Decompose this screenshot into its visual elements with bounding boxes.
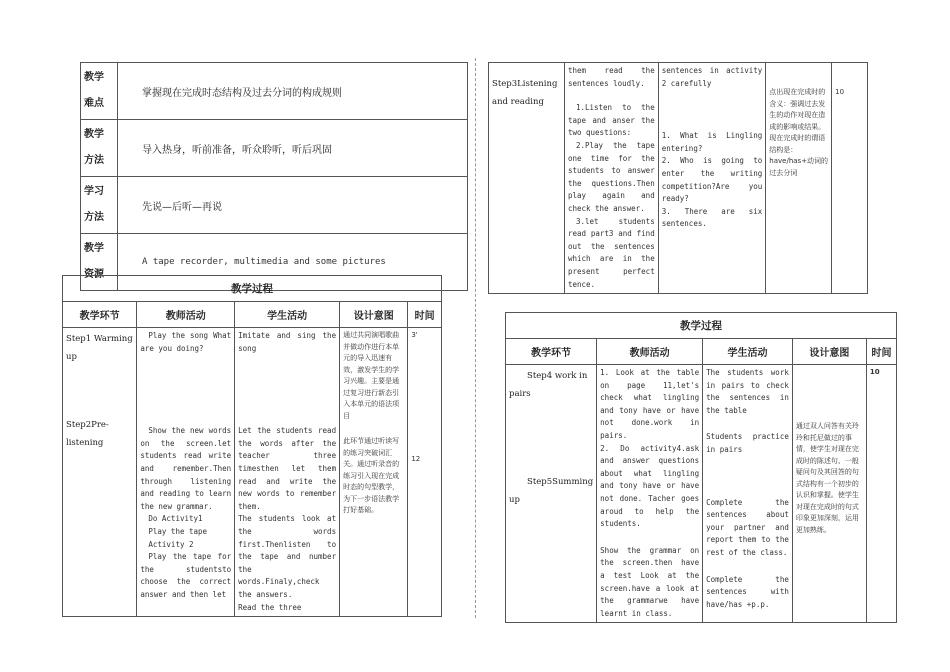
header-time: 时间 (408, 302, 442, 328)
header-design: 设计意图 (340, 302, 408, 328)
design-intent-cell: 通过双人问答有关玲玲和托尼做过的事情，使学生对现在完成时的陈述句、一般疑问句及其回答的句式结构有一个初步的认识和掌握。使学生对现在完成时的句式印象更加深刻，运用更加熟练。 (792, 365, 866, 623)
time-cell: 10 (832, 63, 868, 294)
teacher-activity-cell: Play the song What are you doing? Show the new words on the screen.let students read write and remember.Then through listening and reading to learn the new grammar. Do Activity1 Play the tape Activity 2 Play the tape for the studentsto choose the correct answer and then let (137, 328, 235, 617)
info-row-difficulty (81, 63, 468, 120)
process-title: 教学过程 (63, 276, 442, 302)
header-teacher: 教师活动 (597, 339, 703, 365)
info-value: 先说—后听—再说 (118, 177, 468, 234)
student-activity-cell: Imitate and sing the song Let the students read the words after the teacher three timesthen let them read and write the new words to remember them. The students look at the words first.Thenlisten to the tape and number the words.Finaly,check the answers. Read the three (235, 328, 340, 617)
stage-cell (489, 63, 565, 294)
process-table-right (505, 312, 897, 623)
header-stage: 教学环节 (63, 302, 137, 328)
page-divider (475, 58, 476, 618)
info-label: 学习 方法 (81, 177, 118, 234)
step-work-in-pairs: Step4 work in pairs (509, 371, 588, 399)
process-table-top-right (488, 62, 868, 294)
step-pre-listening: Step2Pre-listening (66, 420, 109, 448)
info-table (80, 62, 468, 291)
design-intent-cell: 通过共同演唱歌曲并做动作进行本单元的导入迅速有效，激发学生的学习兴趣。主要是通过复习进行新态引入本单元的语法项目 此环节通过听读写的练习突破词汇关。通过听录音的练习引入现在完成时态的句型教学，为下一步语法教学打好基础。 (340, 328, 408, 617)
step-listening-reading: Step3Listening and reading (492, 79, 558, 107)
teacher-activity-cell: them read the sentences loudly. 1.Listen to the tape and anser the two questions: 2.Play the tape one time for the students to answer the questions.Then play again and check the answer. 3.let students read part3 and find out the sentences which are in the present perfect tence. (564, 63, 658, 294)
time-cell: 10 (866, 365, 896, 623)
header-design: 设计意图 (792, 339, 866, 365)
info-value: 掌握现在完成时态结构及过去分词的构成规则 (118, 63, 468, 120)
info-row-learning (81, 177, 468, 234)
stage-cell (63, 328, 137, 617)
student-activity-cell: The students work in pairs to check the sentences in the table Students practice in pairs Complete the sentences about your partner and report them to the rest of the class. Complete the sentences with have/has +p.p. (703, 365, 793, 623)
header-stage: 教学环节 (506, 339, 597, 365)
info-value: A tape recorder, multimedia and some pictures (118, 234, 468, 291)
process-table-left (62, 275, 442, 617)
student-activity-cell: sentences in activity 2 carefully 1. What is Lingling entering? 2. Who is going to enter the writing competition?Are you ready? 3. There are six sentences. (658, 63, 766, 294)
time-cell: 3' 12 (408, 328, 442, 617)
step-summing-up: Step5Summing up (509, 477, 594, 505)
header-student: 学生活动 (703, 339, 793, 365)
info-label: 教学 难点 (81, 63, 118, 120)
design-intent-cell: 点出现在完成时的含义：强调过去发生的动作对现在造成的影响或结果。现在完成时的谓语结构是：have/has+动词的过去分词 (766, 63, 832, 294)
header-teacher: 教师活动 (137, 302, 235, 328)
info-value: 导入热身，听前准备，听众聆听，听后巩固 (118, 120, 468, 177)
step-warming-up: Step1 Warming up (66, 334, 133, 362)
header-time: 时间 (866, 339, 896, 365)
header-student: 学生活动 (235, 302, 340, 328)
info-row-method (81, 120, 468, 177)
info-label: 教学 资源 (81, 234, 118, 291)
stage-cell (506, 365, 597, 623)
teacher-activity-cell: 1. Look at the table on page 11,let's check what lingling and tony have or have not done.work in pairs. 2. Do activity4.ask and answer questions about what lingling and tony have or have not done. Tacher goes aroud to help the students. Show the grammar on the screen.then have a test Look at the screen.have a look at the grammarwe have learnt in class. (597, 365, 703, 623)
info-label: 教学 方法 (81, 120, 118, 177)
process-title: 教学过程 (506, 313, 897, 339)
